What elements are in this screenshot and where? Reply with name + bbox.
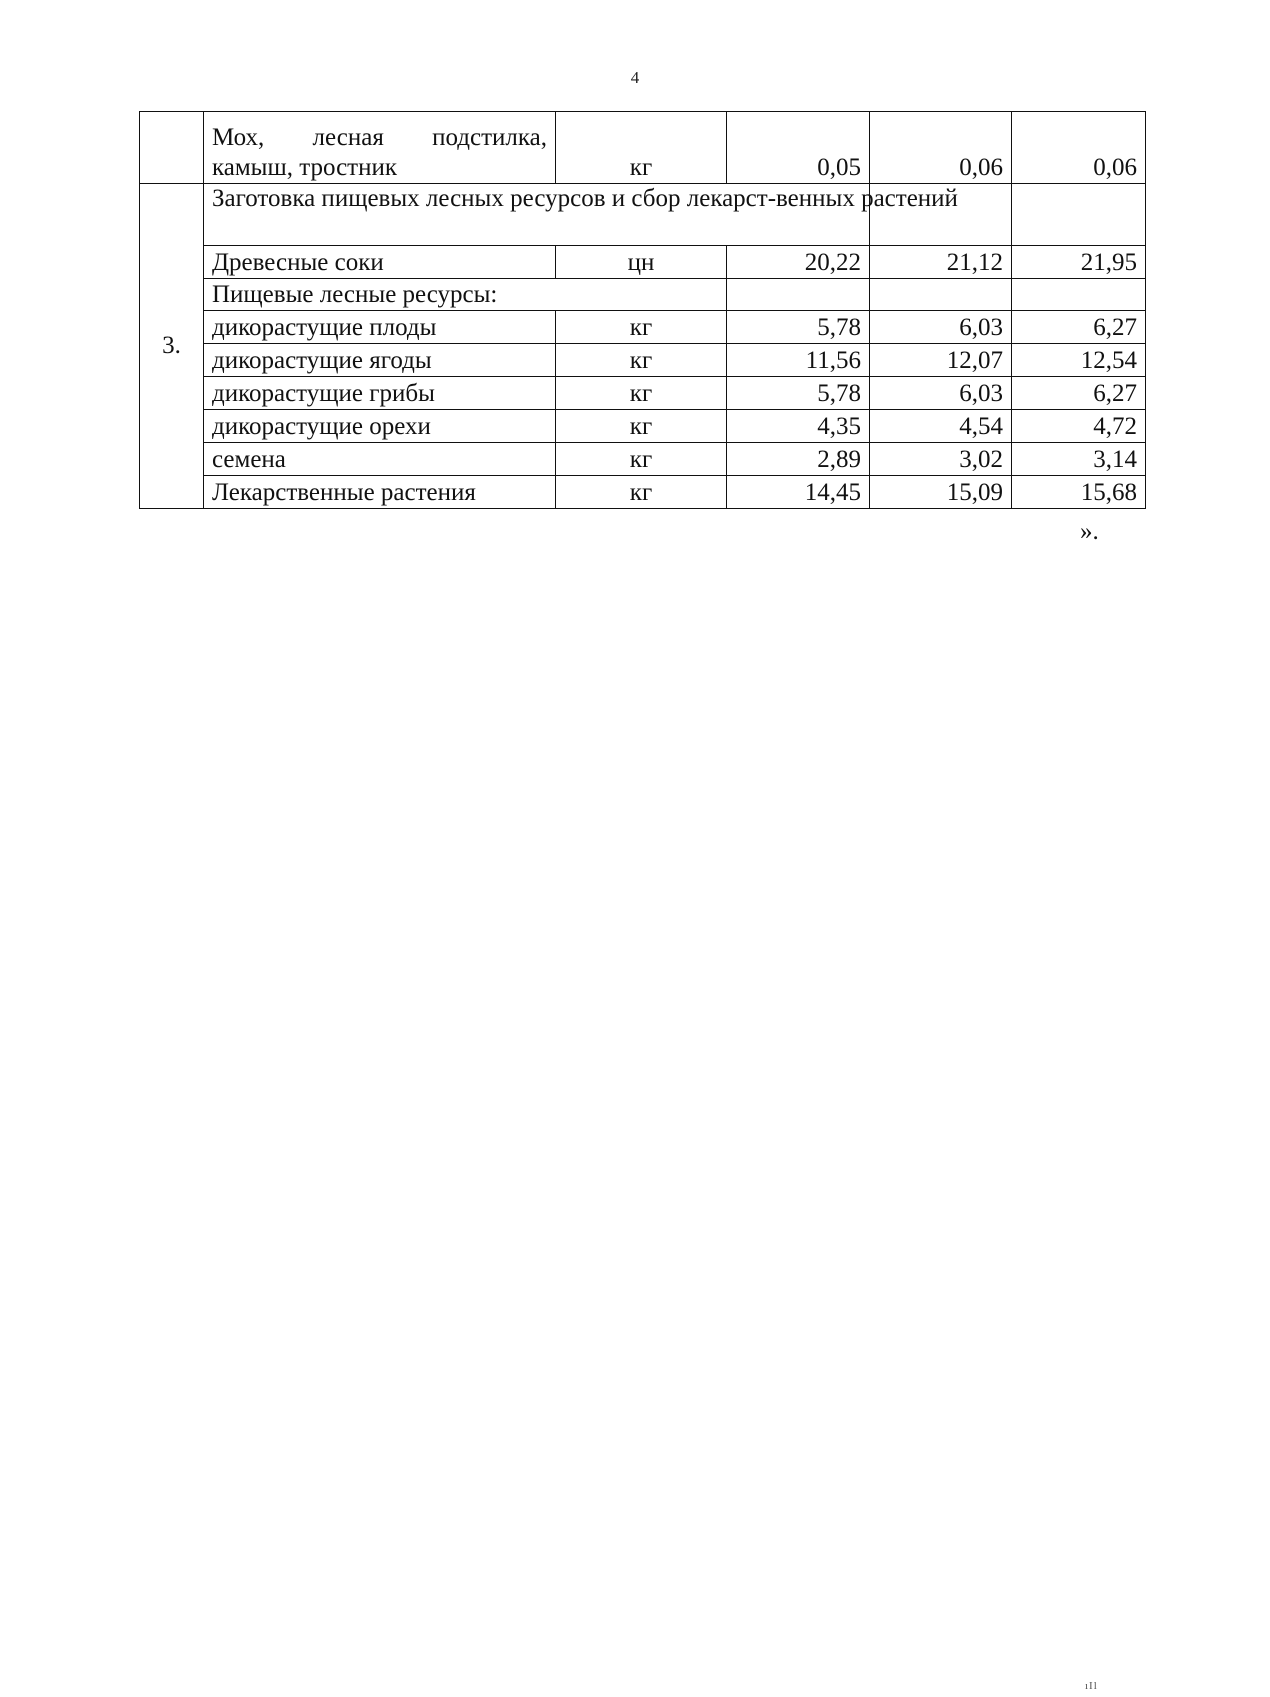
table-row (140, 246, 1146, 279)
unit-cell: цн (556, 246, 727, 279)
item-name-cell: дикорастущие ягоды (204, 344, 556, 377)
value-cell: 5,78 (727, 311, 870, 344)
value-cell: 14,45 (727, 476, 870, 509)
row-number-cell (140, 112, 204, 184)
value-cell: 4,54 (870, 410, 1012, 443)
unit-cell: кг (556, 344, 727, 377)
item-name-line1 (212, 123, 547, 153)
value-cell: 12,54 (1012, 344, 1146, 377)
value-cell: 3,02 (870, 443, 1012, 476)
value-cell: 4,35 (727, 410, 870, 443)
unit-cell: кг (556, 410, 727, 443)
value-cell: 15,09 (870, 476, 1012, 509)
item-name-cell: семена (204, 443, 556, 476)
table-row (140, 476, 1146, 509)
table-row (140, 112, 1146, 184)
item-name-cell: Пищевые лесные ресурсы: (204, 279, 727, 311)
scan-artifact: ıIl (1085, 1680, 1098, 1692)
item-name-word: Мох, (212, 124, 265, 151)
value-cell: 0,06 (1012, 112, 1146, 184)
value-cell: 6,03 (870, 377, 1012, 410)
value-cell: 3,14 (1012, 443, 1146, 476)
value-cell: 21,12 (870, 246, 1012, 279)
value-cell: 0,06 (870, 112, 1012, 184)
table-row (140, 279, 1146, 311)
item-name-word: подстилка, (432, 124, 547, 151)
resources-table (139, 111, 1146, 509)
section-number-cell: 3. (140, 184, 204, 509)
value-cell: 15,68 (1012, 476, 1146, 509)
item-name-cell (204, 112, 556, 184)
unit-cell: кг (556, 443, 727, 476)
table-row (140, 443, 1146, 476)
value-cell: 2,89 (727, 443, 870, 476)
table-row (140, 377, 1146, 410)
table-row (140, 311, 1146, 344)
value-cell: 4,72 (1012, 410, 1146, 443)
value-cell: 6,27 (1012, 311, 1146, 344)
closing-quote: ». (1080, 518, 1099, 545)
unit-cell: кг (556, 377, 727, 410)
item-name-cell: Древесные соки (204, 246, 556, 279)
value-cell: 20,22 (727, 246, 870, 279)
value-cell: 5,78 (727, 377, 870, 410)
empty-cell (1012, 184, 1146, 246)
value-cell (1012, 279, 1146, 311)
item-name-cell: дикорастущие грибы (204, 377, 556, 410)
value-cell: 11,56 (727, 344, 870, 377)
unit-cell: кг (556, 476, 727, 509)
item-name-cell: Лекарственные растения (204, 476, 556, 509)
unit-cell: кг (556, 112, 727, 184)
table-row (140, 410, 1146, 443)
value-cell: 0,05 (727, 112, 870, 184)
item-name-cell: дикорастущие плоды (204, 311, 556, 344)
section-header-row (140, 184, 1146, 246)
item-name-word: лесная (312, 124, 384, 151)
value-cell (870, 279, 1012, 311)
item-name-line2: камыш, тростник (212, 154, 398, 181)
table-row (140, 344, 1146, 377)
value-cell: 6,27 (1012, 377, 1146, 410)
value-cell: 12,07 (870, 344, 1012, 377)
value-cell: 21,95 (1012, 246, 1146, 279)
item-name-cell: дикорастущие орехи (204, 410, 556, 443)
section-title-cell: Заготовка пищевых лесных ресурсов и сбор лекарст-венных растений (204, 184, 870, 246)
page-number: 4 (630, 68, 640, 87)
value-cell: 6,03 (870, 311, 1012, 344)
value-cell (727, 279, 870, 311)
unit-cell: кг (556, 311, 727, 344)
